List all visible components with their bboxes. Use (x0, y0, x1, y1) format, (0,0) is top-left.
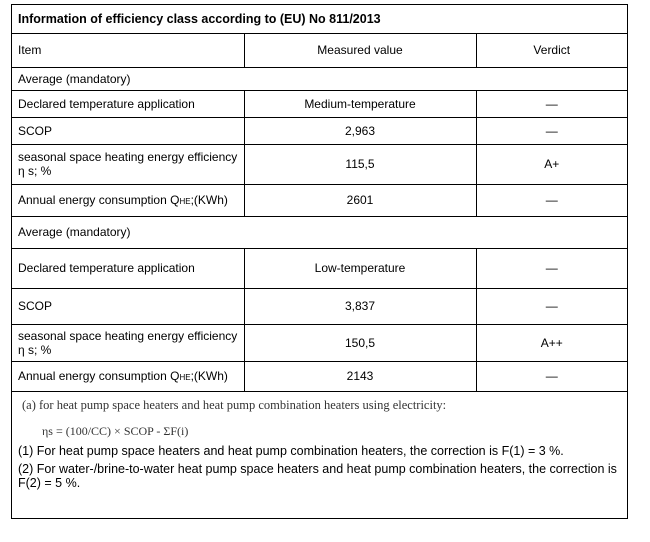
row-value: 150,5 (244, 324, 476, 361)
row-item-multiline (12, 324, 244, 361)
row-item-tail: ;(KWh) (190, 193, 228, 207)
efficiency-formula: ηs = (100/CC) × SCOP - ΣF(i) (42, 423, 189, 438)
table-row (12, 248, 627, 288)
section-row (12, 67, 627, 90)
row-item-line1: seasonal space heating energy efficiency (18, 150, 238, 164)
row-verdict: — (476, 248, 627, 288)
footnote-a: (a) for heat pump space heaters and heat pump combination heaters using electricity: (22, 397, 447, 412)
table-row (12, 90, 627, 117)
row-value: 115,5 (244, 144, 476, 184)
row-verdict: A+ (476, 144, 627, 184)
section-label: Average (mandatory) (12, 67, 627, 90)
section-row (12, 216, 627, 248)
row-value: 2143 (244, 361, 476, 391)
row-item (12, 361, 244, 391)
row-item-line2: η s; % (18, 164, 52, 178)
row-verdict: A++ (476, 324, 627, 361)
table-row (12, 361, 627, 391)
title-row (12, 5, 627, 33)
row-value: 2,963 (244, 117, 476, 144)
table-row (12, 144, 627, 184)
footnotes (12, 392, 627, 490)
row-value: Low-temperature (244, 248, 476, 288)
row-item-subscript: HE (179, 197, 191, 206)
row-item (12, 184, 244, 216)
efficiency-info-frame (11, 4, 628, 519)
row-item-text: Annual energy consumption Q (18, 369, 180, 383)
row-verdict: — (476, 361, 627, 391)
row-verdict: — (476, 288, 627, 324)
row-verdict: — (476, 184, 627, 216)
row-verdict: — (476, 117, 627, 144)
section-label: Average (mandatory) (12, 216, 627, 248)
correction-note-2: (2) For water-/brine-to-water heat pump space heaters and heat pump combination heaters, the correction is F(2) = 5 %. (18, 461, 617, 490)
efficiency-table (12, 5, 627, 392)
row-value: Medium-temperature (244, 90, 476, 117)
row-item-multiline (12, 144, 244, 184)
correction-note-1: (1) For heat pump space heaters and heat pump combination heaters, the correction is F(1) = 3 %. (18, 443, 564, 458)
header-row (12, 33, 627, 67)
row-value: 3,837 (244, 288, 476, 324)
table-row (12, 324, 627, 361)
row-item: SCOP (12, 288, 244, 324)
row-item-line1: seasonal space heating energy efficiency (18, 328, 238, 343)
row-item: SCOP (12, 117, 244, 144)
row-verdict: — (476, 90, 627, 117)
row-item: Declared temperature application (12, 90, 244, 117)
table-row (12, 184, 627, 216)
header-verdict: Verdict (476, 33, 627, 67)
row-item: Declared temperature application (12, 248, 244, 288)
header-item: Item (12, 33, 244, 67)
row-value: 2601 (244, 184, 476, 216)
row-item-line2: η s; % (18, 342, 52, 357)
row-item-subscript: HE (179, 373, 191, 382)
row-item-tail: ;(KWh) (190, 369, 228, 383)
row-item-text: Annual energy consumption Q (18, 193, 180, 207)
table-row (12, 288, 627, 324)
header-measured-value: Measured value (244, 33, 476, 67)
table-row (12, 117, 627, 144)
table-title: Information of efficiency class according to (EU) No 811/2013 (12, 5, 627, 33)
